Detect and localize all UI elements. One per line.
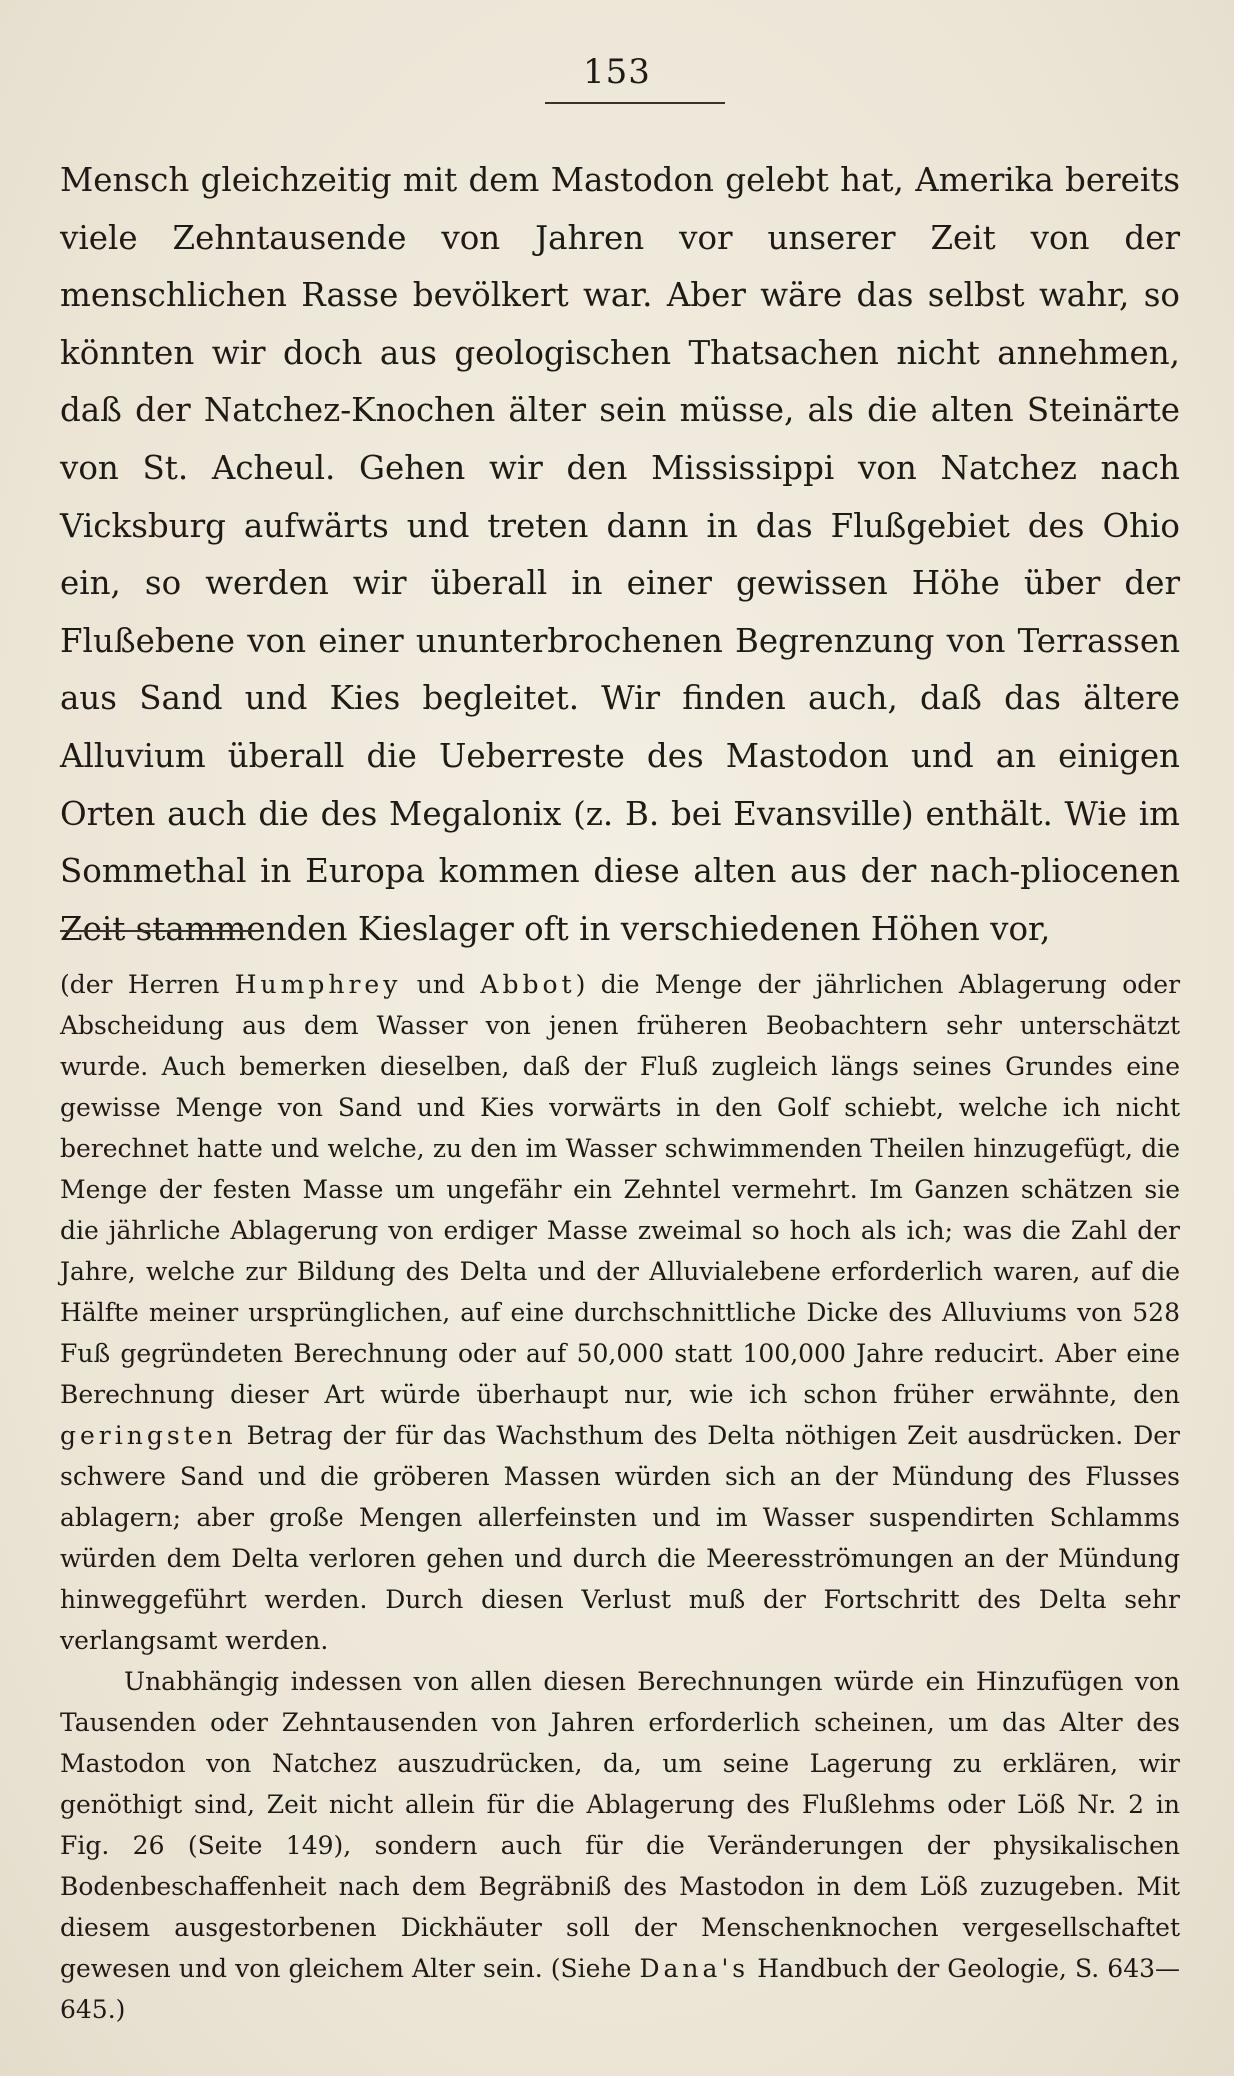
footnote-text: (der Herren [60, 970, 220, 999]
main-paragraph: Mensch gleichzeitig mit dem Mastodon gelebt hat, Amerika bereits viele Zehntausende von Jahren vor unserer Zeit von der menschlichen Rasse bevölkert war. Aber wäre das selbst wahr, so könnten wir doch aus geologischen Thatsachen nicht annehmen, daß der Natchez-Knochen älter sein müsse, als die alten Steinärte von St. Acheul. Gehen wir den Mississippi von Natchez nach Vicksburg aufwärts und treten dann in das Flußgebiet des Ohio ein, so werden wir überall in einer gewissen Höhe über der Flußebene von einer ununterbrochenen Begrenzung von Terrassen aus Sand und Kies begleitet. Wir finden auch, daß das ältere Alluvium überall die Ueberreste des Mastodon und an einigen Orten auch die des Megalonix (z. B. bei Evansville) enthält. Wie im Sommethal in Europa kommen diese alten aus der nach-pliocenen Zeit stammenden Kieslager oft in verschiedenen Höhen vor, [60, 161, 1180, 948]
author-name-humphrey: Humphrey [234, 970, 402, 999]
footnote-text: Handbuch der Geologie, S. 643—645.) [60, 1954, 1181, 2024]
footnote-text: ) die Menge der jährlichen Ablagerung oder Abscheidung aus dem Wasser von jenen früheren Beobachtern sehr unterschätzt wurde. Auch bemerken dieselben, daß der Fluß zugleich längs seines Grundes eine gewisse Menge von Sand und Kies vorwärts in den Golf schiebt, welche ich nicht berechnet hatte und welche, zu den im Wasser schwimmenden Theilen hinzugefügt, die Menge der festen Masse um ungefähr ein Zehntel vermehrt. Im Ganzen schätzen sie die jährliche Ablagerung von erdiger Masse zweimal so hoch als ich; was die Zahl der Jahre, welche zur Bildung des Delta und der Alluvialebene erforderlich waren, auf die Hälfte meiner ursprünglichen, auf eine durchschnittliche Dicke des Alluviums von 528 Fuß gegründeten Berechnung oder auf 50,000 statt 100,000 Jahre reducirt. Aber eine Berechnung dieser Art würde überhaupt nur, wie ich schon früher erwähnte, den [60, 970, 1181, 1409]
author-name-abbot: Abbot [480, 970, 576, 999]
main-text [60, 152, 1180, 958]
emphasized-word: geringsten [60, 1421, 237, 1450]
footnote-text: Unabhängig indessen von allen diesen Berechnungen würde ein Hinzufügen von Tausenden oder Zehntausenden von Jahren erforderlich scheinen, um das Alter des Mastodon von Natchez auszudrücken, da, um seine Lagerung zu erklären, wir genöthigt sind, Zeit nicht allein für die Ablagerung des Flußlehms oder Löß Nr. 2 in Fig. 26 (Seite 149), sondern auch für die Veränderungen der physikalischen Bodenbeschaffenheit nach dem Begräbniß des Mastodon in dem Löß zuzugeben. Mit diesem ausgestorbenen Dickhäuter soll der Menschenknochen vergesellschaftet gewesen und von gleichem Alter sein. (Siehe [60, 1667, 1180, 1983]
footnote-text: und [416, 970, 465, 999]
author-name-dana: Dana's [639, 1954, 750, 1983]
page-number: 153 [583, 52, 651, 92]
footnote-paragraph-2 [60, 1661, 1180, 2030]
page-number-rule [545, 102, 725, 104]
footnote [60, 964, 1180, 2030]
footnote-text: Betrag der für das Wachsthum des Delta nöthigen Zeit ausdrücken. Der schwere Sand und die gröberen Massen würden sich an der Mündung des Flusses ablagern; aber große Mengen allerfeinsten und im Wasser suspendirten Schlamms würden dem Delta verloren gehen und durch die Meeresströmungen an der Mündung hinweggeführt werden. Durch diesen Verlust muß der Fortschritt des Delta sehr verlangsamt werden. [60, 1421, 1180, 1655]
footnote-divider [60, 930, 256, 932]
footnote-paragraph-1 [60, 964, 1180, 1661]
